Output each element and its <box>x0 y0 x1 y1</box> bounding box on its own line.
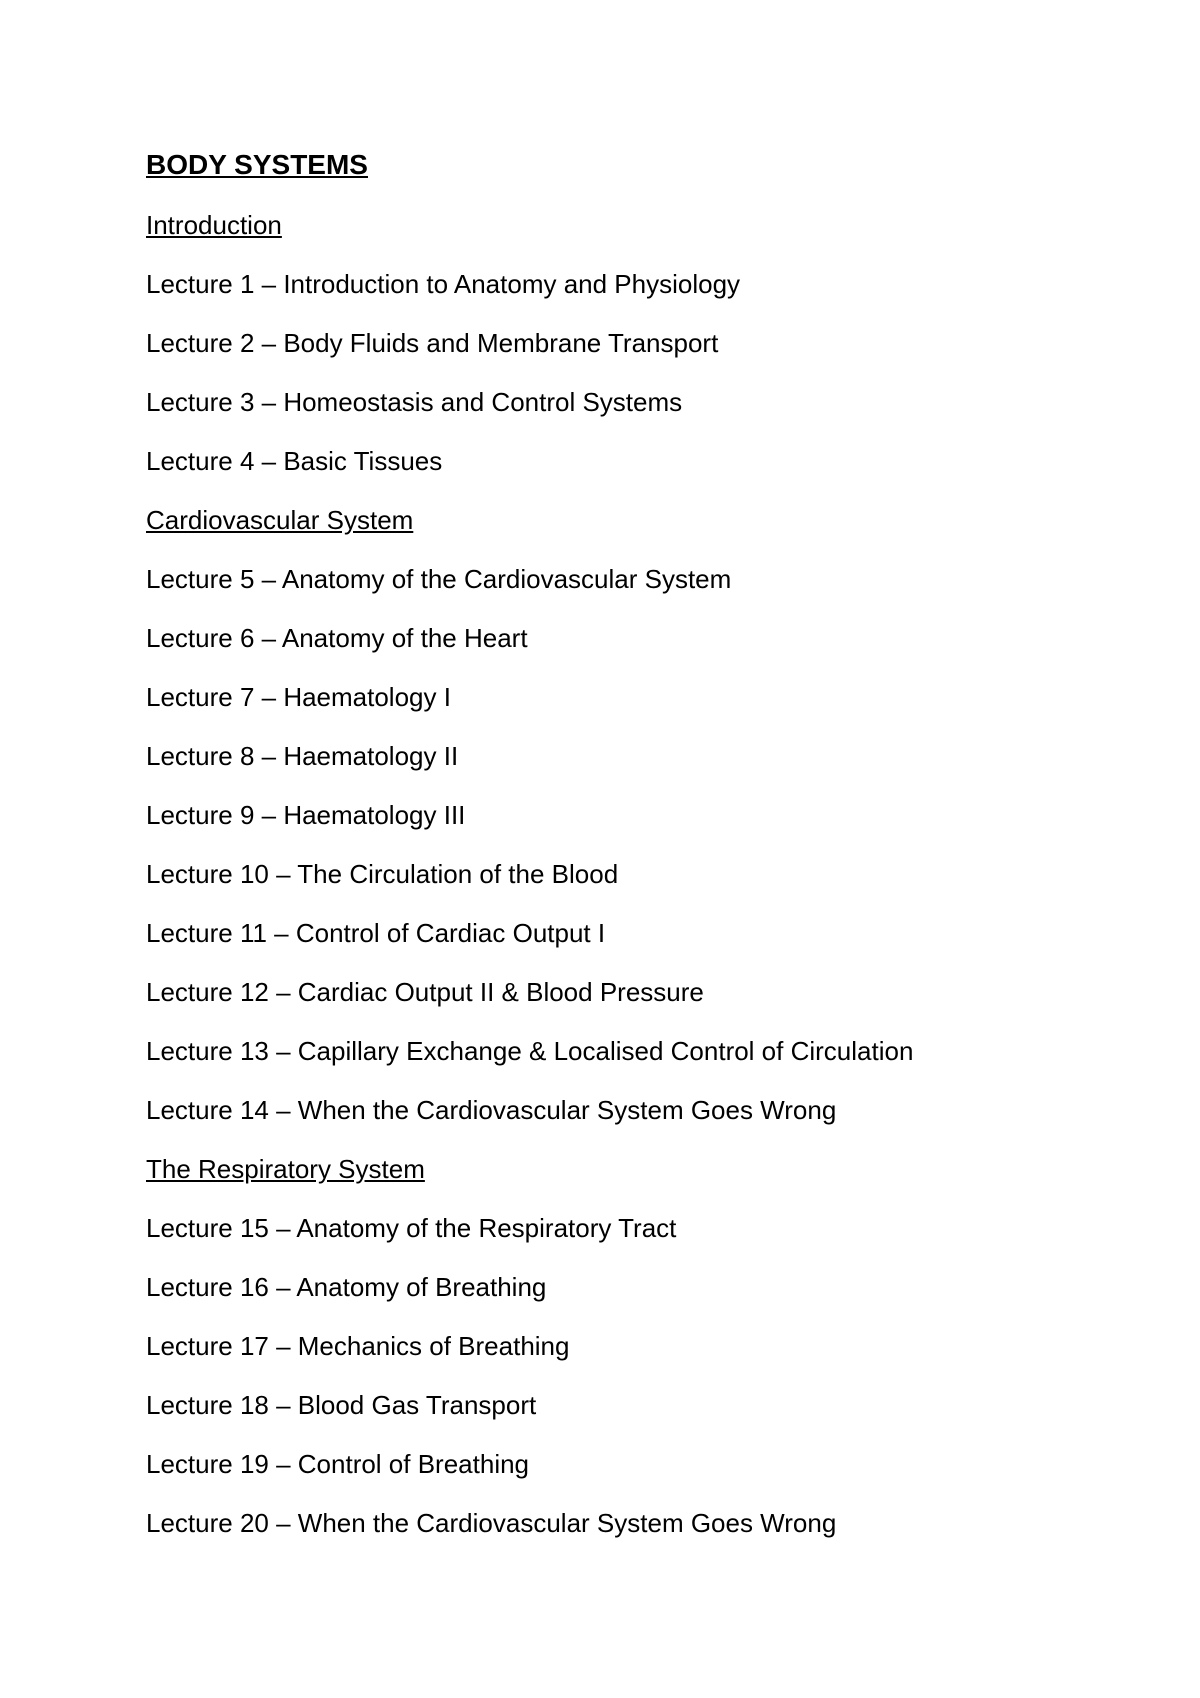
lecture-item: Lecture 12 – Cardiac Output II & Blood Pressure <box>146 977 704 1007</box>
lecture-item: Lecture 13 – Capillary Exchange & Localised Control of Circulation <box>146 1036 914 1066</box>
lecture-item: Lecture 15 – Anatomy of the Respiratory Tract <box>146 1213 677 1243</box>
lecture-item: Lecture 16 – Anatomy of Breathing <box>146 1272 547 1302</box>
lecture-item: Lecture 18 – Blood Gas Transport <box>146 1390 537 1420</box>
lecture-item: Lecture 6 – Anatomy of the Heart <box>146 623 528 653</box>
lecture-item: Lecture 3 – Homeostasis and Control Systems <box>146 387 683 417</box>
document-content <box>146 150 1156 1567</box>
lecture-item: Lecture 10 – The Circulation of the Blood <box>146 859 619 889</box>
lecture-item: Lecture 9 – Haematology III <box>146 800 466 830</box>
lecture-item: Lecture 20 – When the Cardiovascular System Goes Wrong <box>146 1508 837 1538</box>
lecture-item: Lecture 5 – Anatomy of the Cardiovascular System <box>146 564 732 594</box>
lecture-item: Lecture 4 – Basic Tissues <box>146 446 443 476</box>
lecture-item: Lecture 11 – Control of Cardiac Output I <box>146 918 606 948</box>
section-heading-introduction: Introduction <box>146 210 282 240</box>
section-heading-cardiovascular: Cardiovascular System <box>146 505 414 535</box>
document-title: BODY SYSTEMS <box>146 149 368 180</box>
lecture-item: Lecture 17 – Mechanics of Breathing <box>146 1331 570 1361</box>
lecture-item: Lecture 7 – Haematology I <box>146 682 451 712</box>
lecture-item: Lecture 14 – When the Cardiovascular System Goes Wrong <box>146 1095 837 1125</box>
lecture-item: Lecture 8 – Haematology II <box>146 741 459 771</box>
lecture-item: Lecture 2 – Body Fluids and Membrane Transport <box>146 328 719 358</box>
lecture-item: Lecture 19 – Control of Breathing <box>146 1449 530 1479</box>
lecture-item: Lecture 1 – Introduction to Anatomy and Physiology <box>146 269 741 299</box>
section-heading-respiratory: The Respiratory System <box>146 1154 425 1184</box>
